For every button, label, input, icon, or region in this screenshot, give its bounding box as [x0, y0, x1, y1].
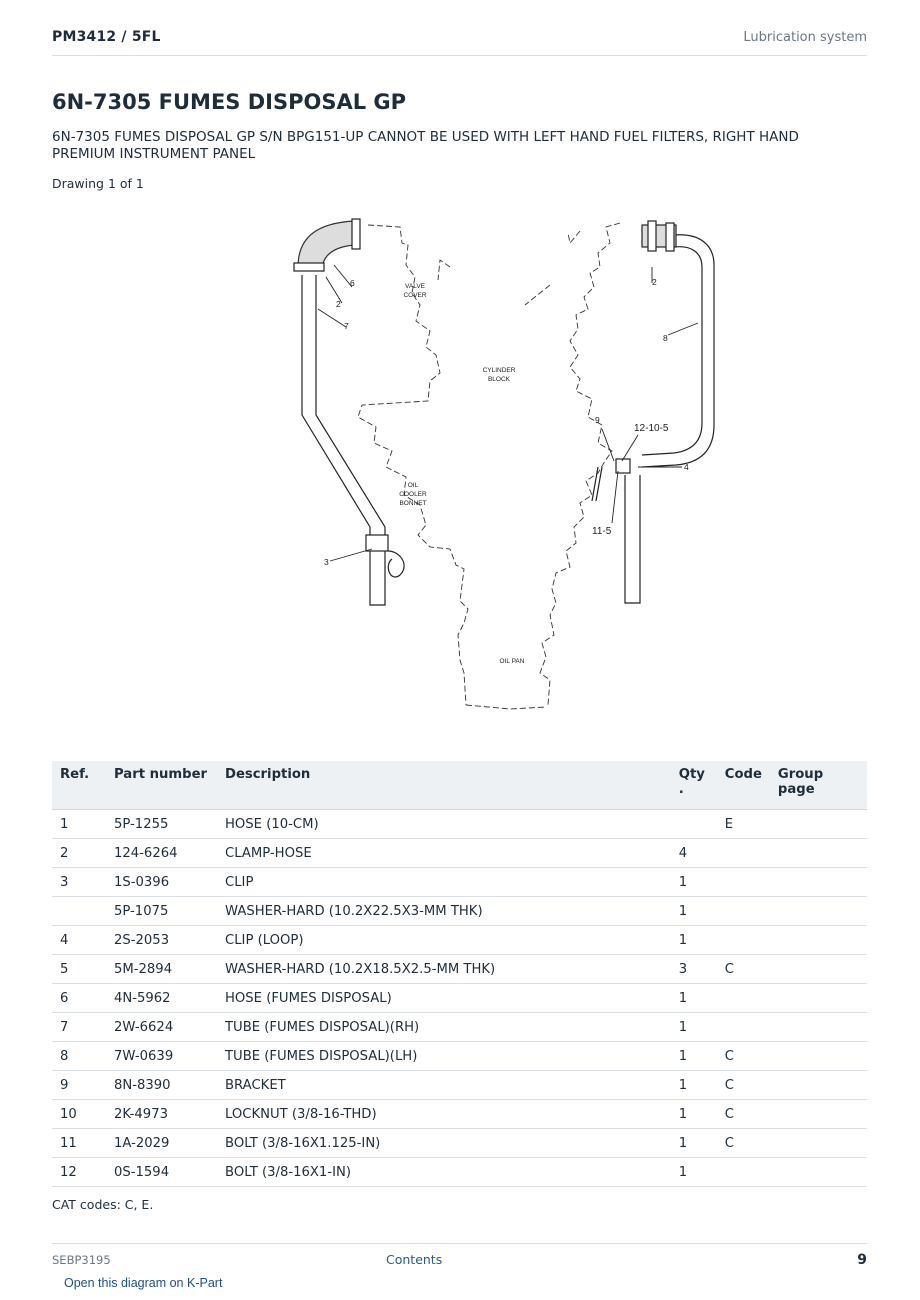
cell-part-number: 1A-2029 — [106, 1129, 217, 1158]
right-bracket — [616, 459, 630, 473]
cell-ref: 7 — [52, 1013, 106, 1042]
cell-group-page — [770, 897, 867, 926]
engine-outline — [358, 223, 620, 709]
table-row — [52, 897, 867, 926]
cell-group-page — [770, 1129, 867, 1158]
oil-cooler-label-line2: COOLER — [399, 491, 427, 498]
left-tube-clip — [366, 535, 388, 551]
cell-qty: 1 — [671, 1042, 717, 1071]
cell-code: C — [717, 1100, 770, 1129]
parts-diagram — [280, 205, 720, 715]
cell-group-page — [770, 955, 867, 984]
cell-code — [717, 1158, 770, 1187]
cell-group-page — [770, 839, 867, 868]
cell-description: TUBE (FUMES DISPOSAL)(RH) — [217, 1013, 671, 1042]
cell-part-number: 5P-1255 — [106, 810, 217, 839]
cell-description: BOLT (3/8-16X1-IN) — [217, 1158, 671, 1187]
cell-description: WASHER-HARD (10.2X22.5X3-MM THK) — [217, 897, 671, 926]
footer-doc-code: SEBP3195 — [52, 1253, 111, 1267]
cell-part-number: 2S-2053 — [106, 926, 217, 955]
callout-9: 9 — [595, 415, 600, 425]
callout-2-left: 2 — [336, 299, 341, 309]
table-row — [52, 955, 867, 984]
cell-qty: 1 — [671, 926, 717, 955]
parts-table — [52, 761, 867, 1187]
header-group-line2: page — [777, 782, 815, 797]
cell-part-number: 1S-0396 — [106, 868, 217, 897]
cell-description: CLIP (LOOP) — [217, 926, 671, 955]
page-subtitle: 6N-7305 FUMES DISPOSAL GP S/N BPG151-UP CANNOT BE USED WITH LEFT HAND FUEL FILTERS, RIGHT HAND PREMIUM INSTRUMENT PANEL — [52, 129, 799, 162]
cell-part-number: 124-6264 — [106, 839, 217, 868]
callout-6: 6 — [350, 278, 355, 288]
table-row — [52, 810, 867, 839]
valve-cover-label-line2: COVER — [403, 292, 427, 299]
cell-group-page — [770, 984, 867, 1013]
cell-code: C — [717, 1071, 770, 1100]
valve-cover-label-line1: VALVE — [405, 283, 425, 290]
callout-8: 8 — [663, 333, 668, 343]
cell-code: C — [717, 955, 770, 984]
footer-divider — [52, 1243, 867, 1244]
document-id: PM3412 / 5FL — [52, 29, 161, 45]
cell-code — [717, 839, 770, 868]
cell-qty: 1 — [671, 1100, 717, 1129]
cell-qty: 4 — [671, 839, 717, 868]
cell-group-page — [770, 1071, 867, 1100]
cell-part-number: 2W-6624 — [106, 1013, 217, 1042]
left-clip-loop — [388, 551, 404, 577]
cell-ref: 10 — [52, 1100, 106, 1129]
callout-12-10-5: 12-10-5 — [634, 423, 669, 434]
cell-group-page — [770, 868, 867, 897]
oil-cooler-label-line3: BONNET — [399, 500, 427, 507]
callout-11-5: 11-5 — [592, 526, 612, 537]
cell-code — [717, 926, 770, 955]
cell-qty: 1 — [671, 868, 717, 897]
callout-4: 4 — [684, 462, 689, 472]
header-ref: Ref. — [52, 761, 106, 810]
cell-qty: 1 — [671, 1158, 717, 1187]
table-row — [52, 984, 867, 1013]
cell-ref: 5 — [52, 955, 106, 984]
table-row — [52, 1100, 867, 1129]
cell-description: BRACKET — [217, 1071, 671, 1100]
table-row — [52, 1042, 867, 1071]
cell-part-number: 5M-2894 — [106, 955, 217, 984]
cell-qty: 1 — [671, 1013, 717, 1042]
table-row — [52, 926, 867, 955]
header-group-page — [770, 761, 867, 810]
table-row — [52, 868, 867, 897]
oil-pan-label: OIL PAN — [499, 658, 525, 665]
right-bracket-arm — [592, 467, 602, 501]
table-row — [52, 1013, 867, 1042]
contents-link[interactable]: Contents — [386, 1252, 443, 1267]
cell-ref: 9 — [52, 1071, 106, 1100]
cell-ref: 4 — [52, 926, 106, 955]
drawing-label: Drawing 1 of 1 — [52, 176, 144, 191]
cell-description: CLAMP-HOSE — [217, 839, 671, 868]
cell-ref — [52, 897, 106, 926]
header-description: Description — [217, 761, 671, 810]
cell-qty: 1 — [671, 984, 717, 1013]
table-row — [52, 1158, 867, 1187]
callout-leaders — [318, 265, 698, 561]
header-group-line1: Group — [777, 767, 824, 782]
cell-code — [717, 897, 770, 926]
cell-code: C — [717, 1042, 770, 1071]
cell-qty — [671, 810, 717, 839]
table-row — [52, 839, 867, 868]
cell-ref: 11 — [52, 1129, 106, 1158]
callout-7: 7 — [344, 321, 349, 331]
oil-cooler-label-line1: OIL — [407, 482, 419, 489]
cell-part-number: 4N-5962 — [106, 984, 217, 1013]
cell-description: BOLT (3/8-16X1.125-IN) — [217, 1129, 671, 1158]
cell-code: E — [717, 810, 770, 839]
cell-group-page — [770, 1100, 867, 1129]
header-qty — [671, 761, 717, 810]
cell-part-number: 8N-8390 — [106, 1071, 217, 1100]
cell-description: WASHER-HARD (10.2X18.5X2.5-MM THK) — [217, 955, 671, 984]
right-hose-clamp-a — [648, 221, 656, 251]
cell-part-number: 0S-1594 — [106, 1158, 217, 1187]
header-divider — [52, 55, 867, 56]
cell-code: C — [717, 1129, 770, 1158]
cell-qty: 1 — [671, 897, 717, 926]
cell-group-page — [770, 1158, 867, 1187]
callout-3: 3 — [324, 557, 329, 567]
callout-2-right: 2 — [652, 277, 657, 287]
cell-group-page — [770, 1013, 867, 1042]
cell-ref: 2 — [52, 839, 106, 868]
left-hose-clamp-lower — [294, 263, 324, 271]
cell-qty: 1 — [671, 1129, 717, 1158]
header-qty-line1: Qty — [678, 767, 705, 782]
open-kpart-link[interactable]: Open this diagram on K-Part — [64, 1276, 223, 1290]
cylinder-block-label-line2: BLOCK — [487, 376, 511, 383]
cell-description: HOSE (10-CM) — [217, 810, 671, 839]
cell-group-page — [770, 810, 867, 839]
cell-part-number: 7W-0639 — [106, 1042, 217, 1071]
cell-part-number: 2K-4973 — [106, 1100, 217, 1129]
cell-code — [717, 868, 770, 897]
cell-description: LOCKNUT (3/8-16-THD) — [217, 1100, 671, 1129]
cell-ref: 6 — [52, 984, 106, 1013]
area-labels — [399, 283, 524, 665]
cell-part-number: 5P-1075 — [106, 897, 217, 926]
cell-code — [717, 1013, 770, 1042]
header-code: Code — [717, 761, 770, 810]
cell-description: HOSE (FUMES DISPOSAL) — [217, 984, 671, 1013]
left-hose-clamp-upper — [352, 219, 360, 249]
table-row — [52, 1129, 867, 1158]
table-row — [52, 1071, 867, 1100]
page-number: 9 — [857, 1252, 867, 1268]
cell-code — [717, 984, 770, 1013]
cat-codes-note: CAT codes: C, E. — [52, 1197, 154, 1212]
cell-ref: 12 — [52, 1158, 106, 1187]
cell-description: TUBE (FUMES DISPOSAL)(LH) — [217, 1042, 671, 1071]
right-fumes-tube — [625, 475, 640, 603]
cell-qty: 3 — [671, 955, 717, 984]
cell-ref: 3 — [52, 868, 106, 897]
cell-group-page — [770, 1042, 867, 1071]
cell-ref: 1 — [52, 810, 106, 839]
cylinder-block-label-line1: CYLINDER — [482, 367, 516, 374]
page-title: 6N-7305 FUMES DISPOSAL GP — [52, 90, 407, 114]
section-name: Lubrication system — [743, 30, 867, 45]
header-qty-line2: . — [678, 782, 684, 797]
right-hose-clamp-b — [666, 223, 674, 251]
cell-group-page — [770, 926, 867, 955]
cell-ref: 8 — [52, 1042, 106, 1071]
header-part-number: Part number — [106, 761, 217, 810]
cell-qty: 1 — [671, 1071, 717, 1100]
left-hose-assembly — [294, 219, 404, 605]
table-header-row — [52, 761, 867, 810]
callout-labels — [324, 277, 689, 567]
cell-description: CLIP — [217, 868, 671, 897]
